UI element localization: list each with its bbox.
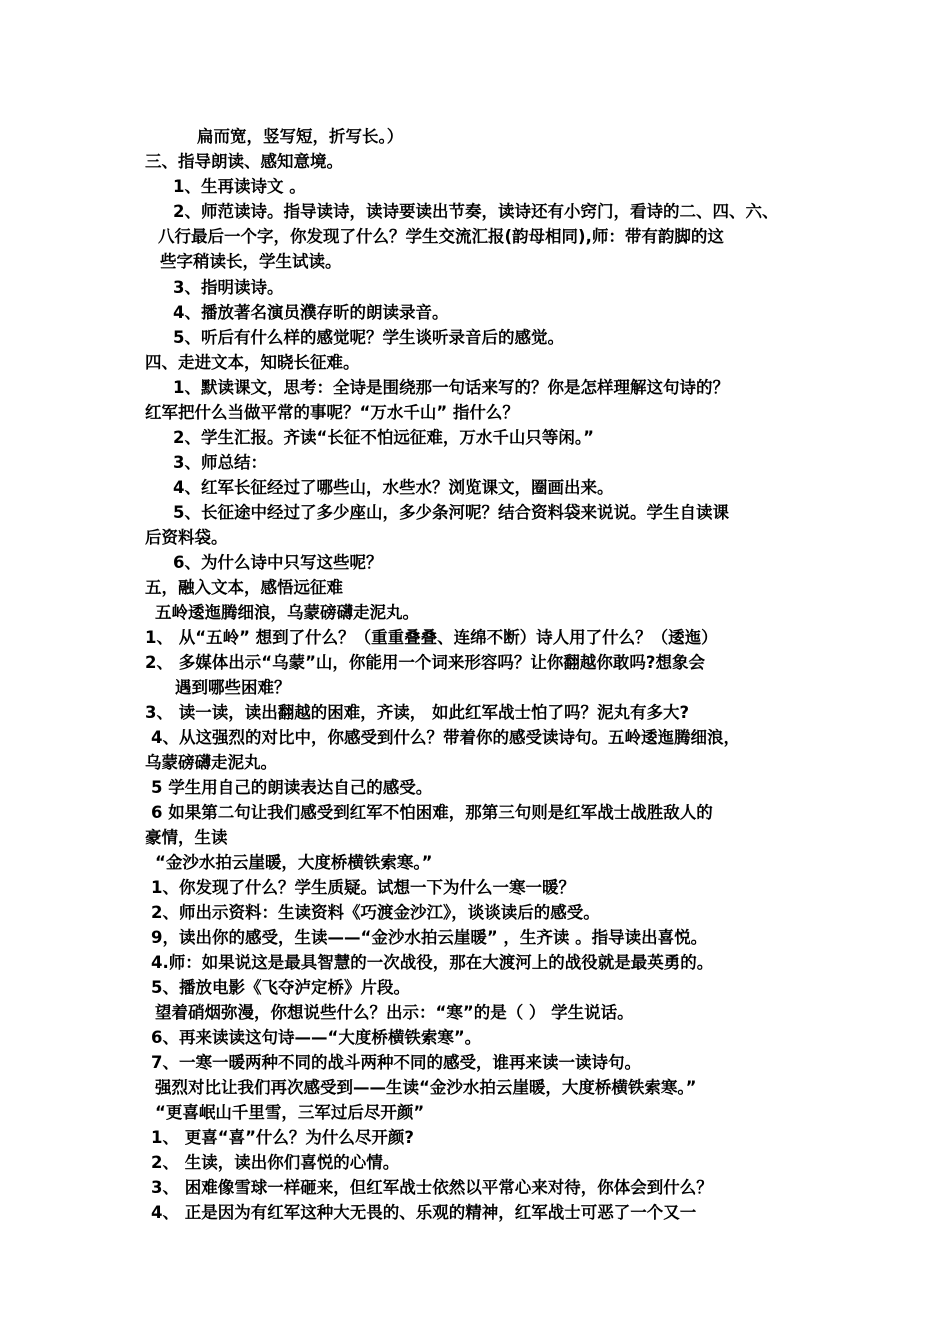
text-line: 3、指明读诗。	[173, 278, 284, 297]
text-line: 7、一寒一暖两种不同的战斗两种不同的感受，谁再来读一读诗句。	[151, 1053, 641, 1072]
text-line: 1、 从“五岭” 想到了什么？（重重叠叠、连绵不断）诗人用了什么？（逶迤）	[145, 628, 718, 647]
text-line: 1、你发现了什么？学生质疑。试想一下为什么一寒一暖？	[151, 878, 575, 897]
text-line: 1、 更喜“喜”什么？为什么尽开颜?	[151, 1128, 414, 1147]
text-line: 3、师总结：	[173, 453, 267, 472]
text-line: 6、为什么诗中只写这些呢？	[173, 553, 383, 572]
text-line: 强烈对比让我们再次感受到——生读“金沙水拍云崖暖，大度桥横铁索寒。”	[155, 1078, 697, 1097]
text-line: 豪情，生读	[145, 828, 228, 847]
text-line: 八行最后一个字，你发现了什么？学生交流汇报(韵母相同),师：带有韵脚的这	[158, 227, 724, 246]
text-line: 5、长征途中经过了多少座山，多少条河呢？结合资料袋来说说。学生自读课	[173, 503, 729, 522]
text-line: 4、从这强烈的对比中，你感受到什么？带着你的感受读诗句。五岭逶迤腾细浪，	[151, 728, 740, 747]
text-line: 5 学生用自己的朗读表达自己的感受。	[151, 778, 433, 797]
text-line: 6、再来读读这句诗——“大度桥横铁索寒”。	[151, 1028, 482, 1047]
text-line: 4.师：如果说这是最具智慧的一次战役，那在大渡河上的战役就是最英勇的。	[151, 953, 714, 972]
text-line: 扁而宽，竖写短，折写长。）	[197, 127, 404, 146]
text-line: 6 如果第二句让我们感受到红军不怕困难，那第三句则是红军战士战胜敌人的	[151, 803, 713, 822]
text-line: 3、 读一读，读出翻越的困难，齐读， 如此红军战士怕了吗？泥丸有多大?	[145, 703, 690, 722]
text-line: 1、默读课文，思考：全诗是围绕那一句话来写的？你是怎样理解这句诗的？	[173, 378, 729, 397]
section-heading: 三、指导朗读、感知意境。	[145, 152, 343, 171]
section-heading: 四、走进文本，知晓长征难。	[145, 353, 360, 372]
poem-line: “金沙水拍云崖暖，大度桥横铁索寒。”	[155, 853, 433, 872]
text-line: 红军把什么当做平常的事呢？“万水千山” 指什么？	[145, 403, 519, 422]
text-line: 3、 困难像雪球一样砸来，但红军战士依然以平常心来对待，你体会到什么？	[151, 1178, 713, 1197]
text-line: 9，读出你的感受，生读——“金沙水拍云崖暖” ，生齐读 。指导读出喜悦。	[151, 928, 708, 947]
text-line: 2、学生汇报。齐读“长征不怕远征难，万水千山只等闲。”	[173, 428, 594, 447]
text-line: 4、 正是因为有红军这种大无畏的、乐观的精神，红军战士可恶了一个又一	[151, 1203, 697, 1222]
text-line: 2、 多媒体出示“乌蒙”山，你能用一个词来形容吗？让你翻越你敢吗?想象会	[145, 653, 705, 672]
text-line: 5、听后有什么样的感觉呢？学生谈听录音后的感觉。	[173, 328, 564, 347]
text-line: 五岭逶迤腾细浪，乌蒙磅礴走泥丸。	[155, 603, 419, 622]
text-line: 乌蒙磅礴走泥丸。	[145, 753, 277, 772]
text-line: 4、红军长征经过了哪些山，水些水？浏览课文，圈画出来。	[173, 478, 614, 497]
text-line: 1、生再读诗文 。	[173, 177, 306, 196]
text-line: 后资料袋。	[145, 528, 228, 547]
text-line: 2、师出示资料：生读资料《巧渡金沙江》，谈谈读后的感受。	[151, 903, 600, 922]
text-line: 4、播放著名演员濮存昕的朗读录音。	[173, 303, 449, 322]
text-line: 2、 生读，读出你们喜悦的心情。	[151, 1153, 400, 1172]
text-line: 5、播放电影《飞夺泸定桥》片段。	[151, 978, 410, 997]
text-line: 2、师范读诗。指导读诗，读诗要读出节奏，读诗还有小窍门，看诗的二、四、六、	[173, 202, 779, 221]
text-line: 遇到哪些困难？	[175, 678, 291, 697]
poem-line: “更喜岷山千里雪，三军过后尽开颜”	[155, 1103, 425, 1122]
section-heading: 五，融入文本，感悟远征难	[145, 578, 343, 597]
text-line: 望着硝烟弥漫，你想说些什么？出示：“寒”的是（ ） 学生说话。	[155, 1003, 634, 1022]
text-line: 些字稍读长，学生试读。	[160, 252, 342, 271]
